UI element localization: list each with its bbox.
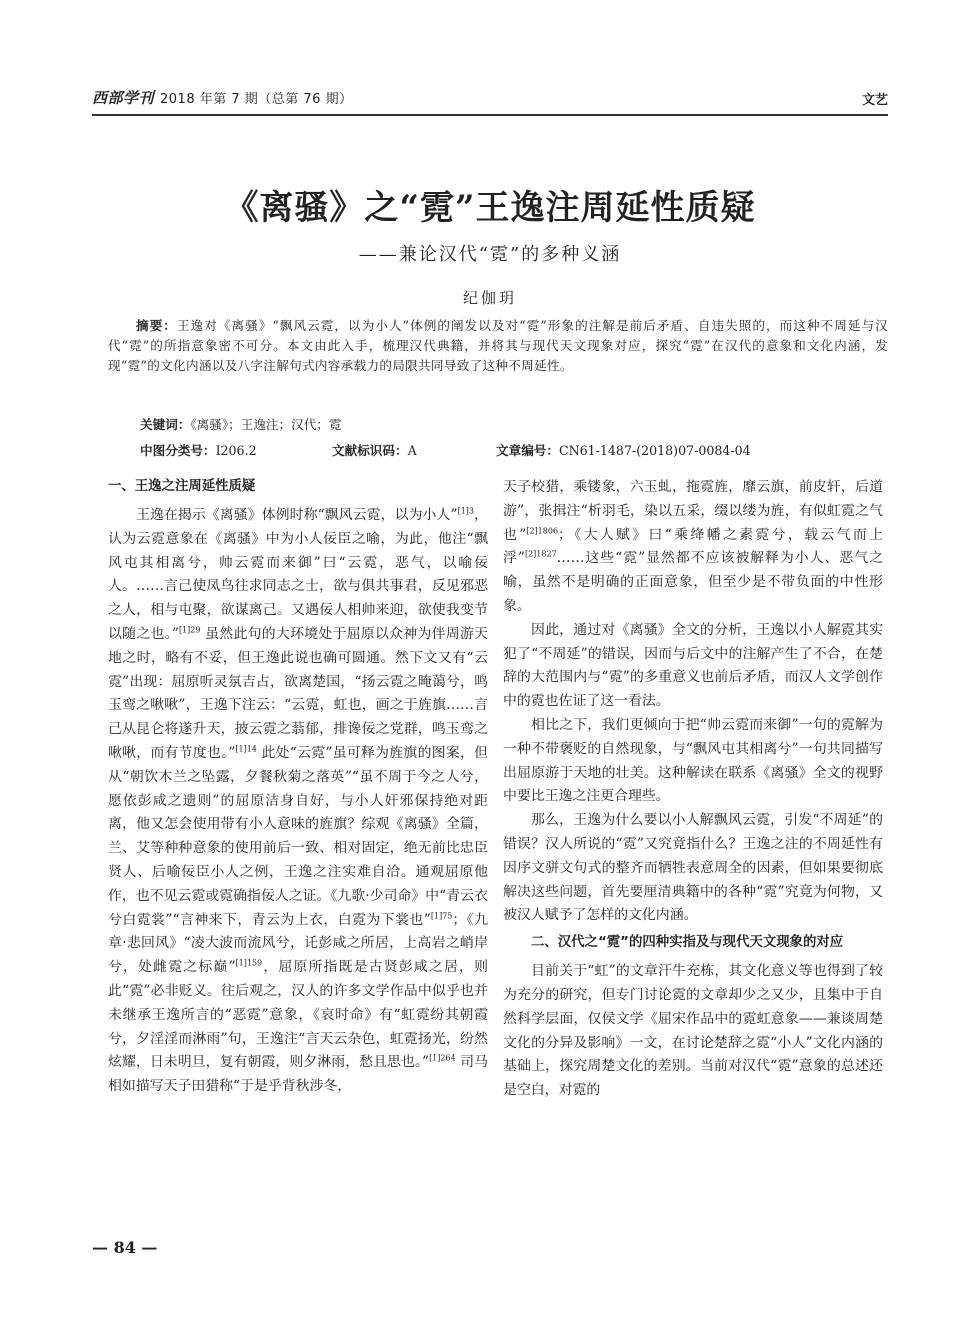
clc-label: 中图分类号：	[140, 443, 216, 458]
article-subtitle: ——兼论汉代“霓”的多种义涵	[358, 244, 622, 265]
article-value: CN61-1487-(2018)07-0084-04	[558, 443, 751, 458]
abstract-text: 王逸对《离骚》“飘风云霓，以为小人”体例的阐发以及对“霓”形象的注解是前后矛盾、自违失照的，而这种不周延与汉代“霓”的所指意象密不可分。本文由此入手，梳理汉代典籍，并将其与现代天文现象对应，探究“霓”在汉代的意象和文化内涵，发现“霓”的文化内涵以及八字注解句式内容承载力的局限共同导致了这种不周延性。	[108, 318, 889, 373]
doc-value: A	[407, 443, 417, 458]
page-number: — 84 —	[92, 1238, 158, 1257]
keywords-line	[140, 414, 342, 433]
left-column	[108, 476, 488, 1099]
doc-label: 文献标识码：	[332, 443, 408, 458]
abstract-block	[108, 316, 888, 376]
text-run: 天子校猎，乘镂象，六玉虬，拖霓旌，靡云旗，前皮轩，后道游”，张揖注“析羽毛，染以五采，缀以缕为旌，有似虹霓之气也”	[503, 479, 883, 543]
citation: [1]159	[235, 958, 263, 968]
clc-value: I206.2	[215, 443, 257, 458]
text-run: ，屈原所指既是古贤彭咸之居，则此“霓”必非贬义。往后观之，汉人的许多文学作品中似乎也并未继承王逸所言的“恶霓”意象，《哀时命》有“虹霓纷其朝霞兮，夕淫淫而淋雨”句，王逸注“言天云杂色，虹霓扬光，纷然炫耀，日未明旦，复有朝霞，则夕淋雨，愁且思也。”	[108, 959, 488, 1071]
running-header	[92, 84, 888, 116]
journal-logo: 西部学刊	[92, 89, 155, 107]
author-name: 纪伽玥	[462, 289, 517, 307]
article-label: 文章编号：	[496, 443, 559, 458]
classification-line	[140, 440, 888, 458]
doc-code	[332, 440, 417, 459]
text-run: 虽然此句的大环境处于屈原以众神为伴周游天地之时，略有不妥，但王逸此说也确可圆通。然下文又有“云霓”出现：屈原听灵氛吉占，欲离楚国，“扬云霓之晻蔼兮，鸣玉鸾之啾啾”，王逸下注云：“云霓，虹也，画之于旌旗……言己从昆仑将遂升天，披云霓之蓊郁，排谗佞之党群，鸣玉鸾之啾啾，而有节度也。”	[108, 625, 488, 761]
body-paragraph: 因此，通过对《离骚》全文的分析，王逸以小人解霓其实犯了“不周延”的错误，因而与后文中的注解产生了不合，在楚辞的大范围内与“霓”的多重意义也前后矛盾，而汉人文学创作中的霓也佐证了这一看法。	[503, 621, 883, 710]
body-paragraph: 目前关于“虹”的文章汗牛充栋，其文化意义等也得到了较为充分的研究，但专门讨论霓的文章却少之又少，且集中于自然科学层面，仅侯文学《屈宋作品中的霓虹意象——兼谈周楚文化的分异及影响》一文，在讨论楚辞之霓“小人”文化内涵的基础上，探究周楚文化的差别。当前对汉代“霓”意象的总述还是空白，对霓的	[503, 963, 883, 1099]
citation: [1]75	[430, 910, 453, 920]
keywords-label: 关键词：	[140, 417, 191, 432]
text-run: ；《大人赋》曰“乘绛幡之素霓兮，载云气而上浮”	[503, 526, 883, 567]
citation: [1]3	[457, 506, 475, 516]
text-run: 司马相如描写天子田猎称“于是乎背秋涉冬，	[108, 1054, 488, 1095]
text-run: 王逸在揭示《离骚》体例时称“飘风云霓，以为小人”	[136, 507, 458, 523]
journal-info	[92, 87, 353, 108]
citation: [1]29	[178, 625, 201, 635]
clc-code	[140, 440, 257, 459]
body-paragraph	[108, 504, 488, 1099]
body-paragraph: 那么，王逸为什么要以小人解飘风云霓，引发“不周延”的错误？汉人所说的“霓”又究竟指什么？王逸之注的不周延性有因序文骈文句式的整齐而牺牲表意周全的因素，但如果要彻底解决这些问题，首先要厘清典籍中的各种“霓”究竟为何物，又被汉人赋予了怎样的文化内涵。	[503, 812, 883, 924]
citation: [1]264	[429, 1053, 456, 1063]
body-paragraph	[503, 476, 883, 619]
citation: [2]1806	[526, 525, 559, 535]
text-run: ……这些“霓”显然都不应该被解释为小人、恶气之喻，虽然不是明确的正面意象，但至少是不带负面的中性形象。	[503, 550, 883, 614]
abstract-label: 摘要：	[136, 318, 177, 333]
keywords-text: 《离骚》；王逸注；汉代；霓	[190, 417, 342, 432]
article-number	[496, 440, 751, 459]
section-heading-1: 一、王逸之注周延性质疑	[108, 479, 256, 494]
section-label: 文艺	[861, 93, 888, 108]
text-run: ，认为云霓意象在《离骚》中为小人佞臣之喻，为此，他注“飘风屯其相离兮，帅云霓而来御”曰“云霓，恶气，以喻佞人。……言己使凤鸟往求同志之士，欲与俱共事君，反见邪恶之人，相与屯聚，欲谋离己。又遇佞人相帅来迎，欲使我变节以随之也。”	[108, 507, 488, 642]
text-run: ；《九章·悲回风》“凌大波而流风兮，讬彭咸之所居，上高岩之峭岸兮，处雌霓之标巅”	[108, 911, 488, 976]
section-heading-2: 二、汉代之“霓”的四种实指及与现代天文现象的对应	[531, 935, 844, 951]
citation: [1]14	[235, 744, 257, 754]
text-run: 此处“云霓”虽可释为旌旗的图案，但从“朝饮木兰之坠露，夕餐秋菊之落英”“虽不周于今之人兮，愿依彭咸之遗则”的屈原洁身自好，与小人奸邪保持绝对距离，他又怎会使用带有小人意味的旌旗？综观《离骚》全篇，兰、艾等种种意象的使用前后一致、相对固定，绝无前比忠臣贤人、后喻佞臣小人之例，王逸之注实难自洽。通观屈原他作，也不见云霓或霓确指佞人之证。《九歌·少司命》中“青云衣兮白霓裳”“言神来下，青云为上衣，白霓为下裳也”	[108, 744, 488, 928]
body-paragraph: 相比之下，我们更倾向于把“帅云霓而来御”一句的霓解为一种不带褒贬的自然现象，与“飘风屯其相离兮”一句共同描写出屈原游于天地的壮美。这种解读在联系《离骚》全文的视野中要比王逸之注更合理些。	[503, 716, 883, 805]
abstract-paragraph	[108, 316, 888, 376]
article-title: 《离骚》之“霓”王逸注周延性质疑	[224, 188, 756, 228]
citation: [2]1827	[524, 549, 557, 559]
right-column	[503, 476, 883, 1103]
issue-info: 2018 年第 7 期（总第 76 期）	[160, 92, 353, 107]
